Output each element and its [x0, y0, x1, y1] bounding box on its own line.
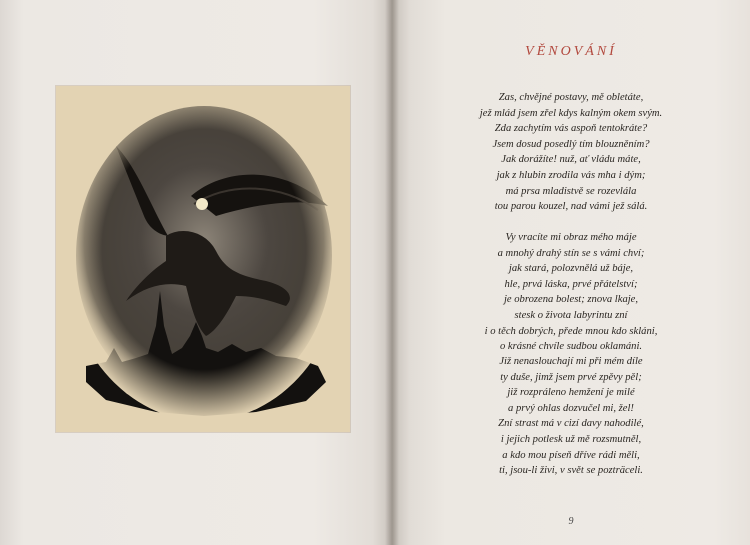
- verse-line: jež mlád jsem zřel kdys kalným okem svým.: [479, 107, 663, 119]
- verse-line: již rozpráleno hemžení je milé: [507, 387, 635, 399]
- verse-line: i jejich potlesk už mě rozsmutněl,: [500, 433, 642, 445]
- stanza-1: [392, 90, 750, 215]
- stanza-3: [392, 354, 750, 479]
- verse-line: jak z hlubin zrodila vás mha i dým;: [496, 169, 646, 181]
- devil-flying-over-city-illustration: [56, 86, 350, 432]
- verse-line: tou parou kouzel, nad vámi jež sálá.: [494, 201, 648, 213]
- verse-line: a mnohý drahý stín se s vámi chví;: [497, 247, 645, 259]
- verse-line: jak stará, polozvnělá už báje,: [508, 263, 634, 275]
- verse-line: a kdo mou píseň dříve rádi měli,: [502, 449, 640, 461]
- verse-line: stesk o života labyrintu zní: [514, 309, 628, 321]
- verse-line: a prvý ohlas dozvučel mi, žel!: [508, 402, 634, 414]
- verse-line: má prsa mladistvě se rozevlála: [505, 185, 637, 197]
- poem-title: VĚNOVÁNÍ: [525, 44, 617, 59]
- verse-line: je obrozena bolest; znova lkaje,: [503, 294, 639, 306]
- illustration-plate: [56, 86, 350, 432]
- verse-line: hle, prvá láska, prvé přátelství;: [504, 278, 638, 290]
- verse-line: Zas, chvějné postavy, mě obletáte,: [498, 92, 644, 103]
- verse-line: Zda zachytím vás aspoň tentokráte?: [494, 123, 648, 135]
- page-number: 9: [568, 516, 574, 527]
- verse-line: o krásné chvíle sudbou oklamáni.: [499, 341, 643, 353]
- verse-line: ty duše, jimž jsem prvé zpěvy pěl;: [500, 371, 642, 383]
- verse-line: Již nenaslouchají mi při mém díle: [499, 356, 643, 367]
- verse-line: i o těch dobrých, přede mnou kdo skláni,: [484, 325, 658, 337]
- verse-line: Jsem dosud posedlý tím blouzněním?: [492, 138, 650, 150]
- verse-line: Zní strast má v cizí davy nahodilé,: [498, 418, 644, 430]
- verse-line: Jak dorážíte! nuž, ať vládu máte,: [501, 154, 641, 166]
- stanza-2: [392, 230, 750, 355]
- verse-line: ti, jsou-li živi, v svět se pozträceli.: [499, 465, 643, 477]
- verse-line: Vy vracíte mi obraz mého máje: [505, 232, 637, 243]
